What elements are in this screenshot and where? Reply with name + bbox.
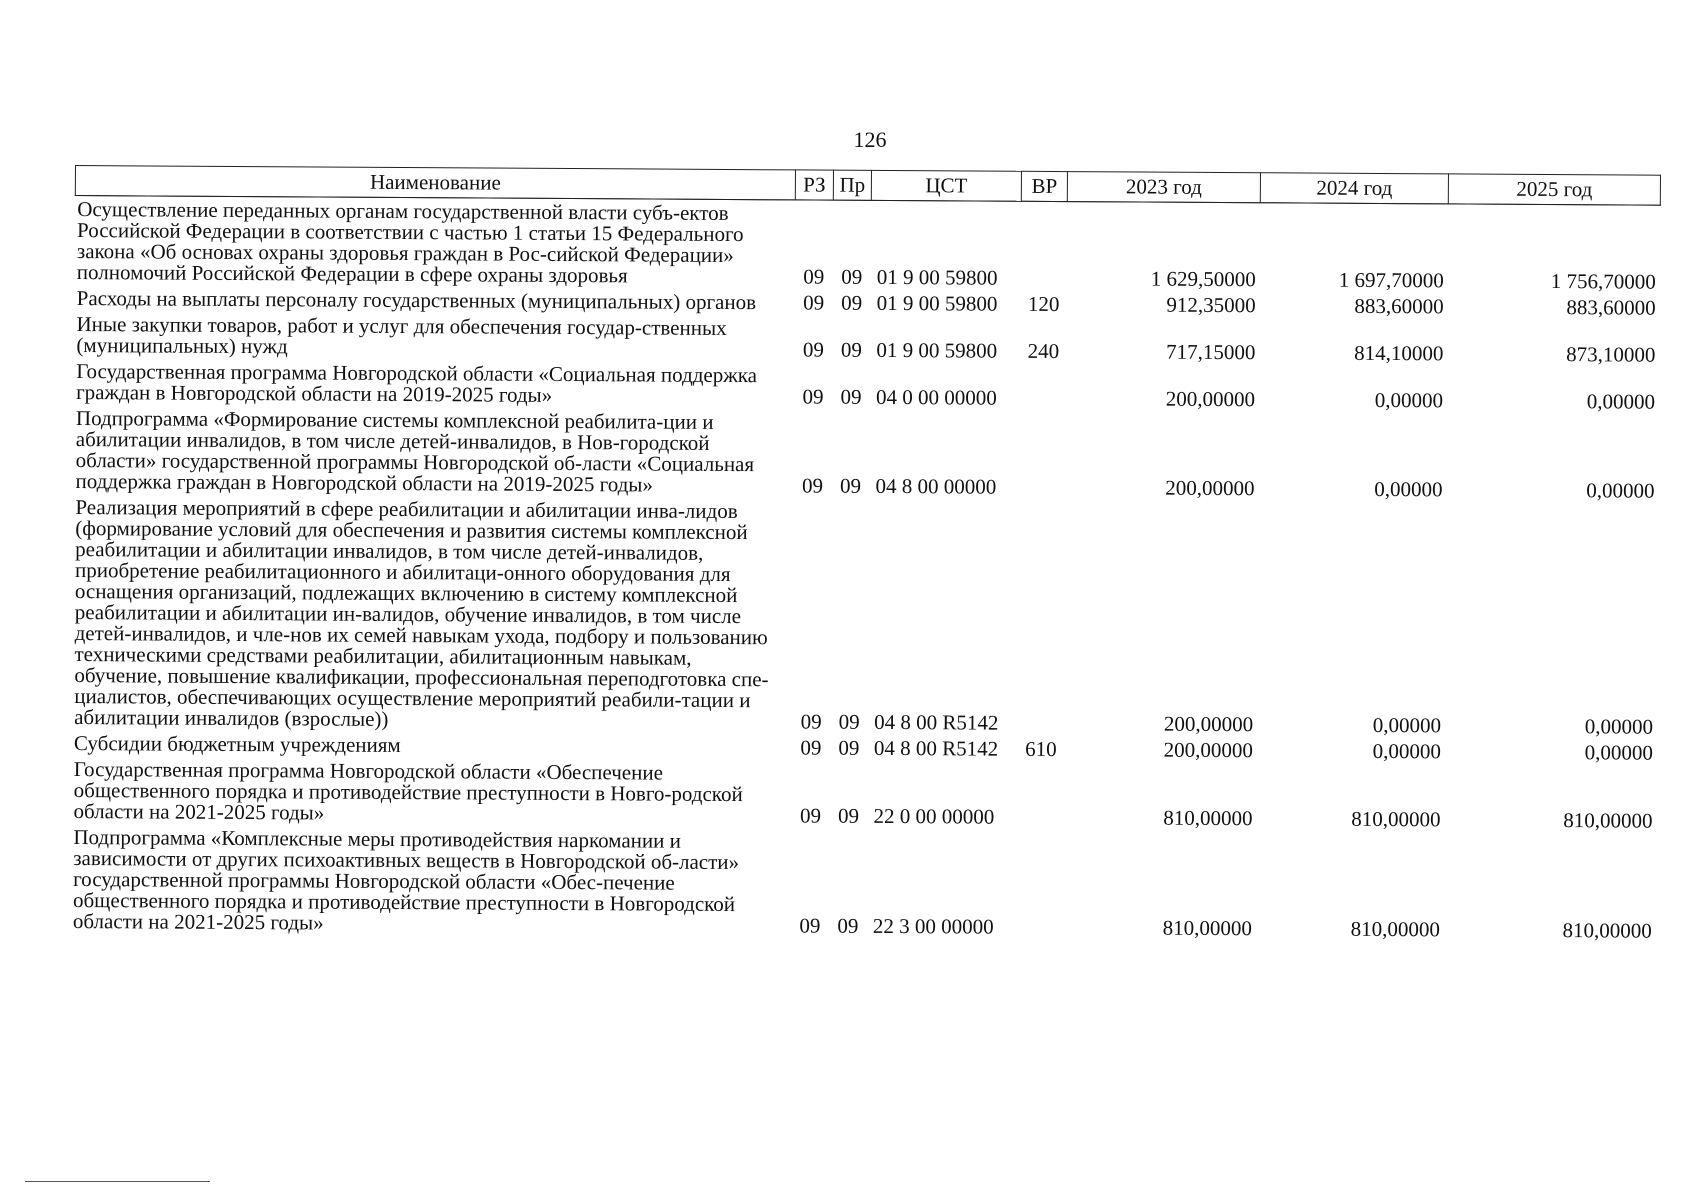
row-2024: 814,10000 [1354,340,1444,366]
table-row [71,756,1656,834]
header-2024: 2024 год [1260,173,1448,204]
row-2024: 0,00000 [1374,387,1444,413]
row-pr: 09 [841,290,863,315]
row-vr [1018,500,1065,736]
row-vr: 240 [1027,338,1060,364]
header-2023: 2023 год [1067,172,1260,203]
row-2025: 873,10000 [1566,342,1656,367]
row-name: Расходы на выплаты персоналу государственных (муниципальных) органов [76,286,757,315]
row-vr: 120 [1027,291,1060,317]
row-2025: 0,00000 [1586,478,1655,503]
header-pr: Пр [833,170,871,200]
row-rz: 09 [799,913,821,938]
row-cst: 01 9 00 59800 [876,290,998,316]
row-vr [1017,830,1064,940]
row-pr: 09 [839,473,862,498]
row-vr [1017,762,1063,830]
row-2025: 883,60000 [1566,295,1656,320]
row-2025: 810,00000 [1562,918,1652,943]
row-2023: 200,00000 [1163,737,1254,763]
row-cst: 04 8 00 R5142 [874,709,999,735]
row-pr: 09 [838,735,860,760]
row-name: Подпрограмма «Формирование системы комплексной реабилита-ции и абилитации инвалидов, в том числе детей-инвалидов, в Нов-городской области» государственной программы Новгородской об-ласти «Социальная поддержка граждан в Новгородской области на 2019-2025 годы» [75,406,755,497]
row-2024: 1 697,70000 [1338,267,1444,293]
row-2023: 810,00000 [1162,915,1252,941]
header-name: Наименование [75,166,795,200]
row-2024: 0,00000 [1372,712,1442,738]
header-vr: ВР [1021,171,1067,201]
row-2025: 1 756,70000 [1550,269,1656,294]
table-row [71,824,1657,944]
row-2023: 717,15000 [1166,339,1256,365]
row-cst: 22 3 00 00000 [872,913,994,939]
row-2023: 200,00000 [1165,386,1256,412]
row-2023: 810,00000 [1163,805,1253,831]
row-name: Иные закупки товаров, работ и услуг для обеспечения государ-ственных (муниципальных) нужд [76,312,727,359]
row-vr [1021,201,1068,291]
row-rz: 09 [802,337,824,362]
table-row [73,405,1659,504]
row-vr [1019,411,1066,500]
row-2024: 0,00000 [1374,476,1443,502]
row-pr: 09 [837,913,859,938]
header-rz: РЗ [795,170,833,200]
header-cst: ЦСТ [871,170,1021,201]
row-name: Реализация мероприятий в сфере реабилитации и абилитации инва-лидов (формирование условий для обеспечения и развития системы комплексной реабилитации и абилитации инвалидов, в том числе детей-инвалидов, приобретение реабилитационного и абилитаци-онного оборудования для оснащения организаций, подлежащих включению в систему комплексной реабилитации и абилитации ин-валидов, обучение инвалидов, в том числе детей-инвалидов, и чле-нов их семей навыкам ухода, подбору и пользованию техническими средствами реабилитации, абилитационным навыкам, обучение, повышение квалификации, профессиональная переподготовка спе-циалистов, обеспечивающих осуществление мероприятий реабили-тации и абилитации инвалидов (взрослые)) [74,495,769,731]
footer-rule [25,1181,210,1182]
row-pr: 09 [838,709,860,734]
row-rz: 09 [799,803,822,828]
row-cst: 22 0 00 00000 [873,803,995,829]
row-vr [1020,364,1066,411]
row-pr: 09 [840,384,862,409]
row-rz: 09 [800,735,822,760]
row-2025: 810,00000 [1563,808,1653,833]
page-number: 126 [853,127,887,152]
row-2023: 1 629,50000 [1150,266,1256,292]
row-2024: 810,00000 [1351,806,1441,832]
row-vr: 610 [1025,736,1057,762]
row-2023: 912,35000 [1166,292,1256,318]
row-name: Государственная программа Новгородской области «Социальная поддержка граждан в Новгородской области на 2019-2025 годы» [76,359,758,407]
row-name: Государственная программа Новгородской области «Обеспечение общественного порядка и противодействие преступности в Новго-родской области на 2021-2025 годы» [73,757,743,825]
row-pr: 09 [837,803,860,828]
row-rz: 09 [802,384,824,409]
row-name: Подпрограмма «Комплексные меры противодействия наркомании и зависимости от других психоактивных веществ в Новгородской об-ласти» государственной программы Новгородской области «Обес-печение общественного порядка и противодействие преступности в Новгородской области на 2021-2025 годы» [72,825,740,935]
row-pr: 09 [841,264,863,289]
table-row [75,196,1661,295]
row-2023: 200,00000 [1165,475,1255,501]
row-cst: 04 8 00 R5142 [873,735,999,761]
row-cst: 01 9 00 59800 [876,264,998,290]
row-name: Осуществление переданных органам государственной власти субъ-ектов Российской Федерации в соответствии с частью 1 статьи 15 Федерального закона «Об основах охраны здоровья граждан в Рос-сийской Федерации» полномочий Российской Федерации в сфере охраны здоровья [76,197,744,288]
row-name: Субсидии бюджетным учреждениям [73,731,401,758]
row-2025: 0,00000 [1584,714,1654,739]
row-rz: 09 [801,473,824,498]
header-2025: 2025 год [1448,174,1660,205]
table-row [72,494,1658,740]
row-2025: 0,00000 [1584,740,1654,765]
row-2024: 810,00000 [1350,916,1440,942]
row-pr: 09 [840,337,862,362]
row-2023: 200,00000 [1163,711,1254,737]
row-rz: 09 [803,290,825,315]
row-2024: 883,60000 [1354,293,1444,319]
row-cst: 04 8 00 00000 [875,473,997,499]
budget-table [70,165,1661,944]
row-2025: 0,00000 [1586,389,1656,414]
row-2024: 0,00000 [1372,738,1442,764]
row-rz: 09 [803,264,825,289]
row-cst: 04 0 00 00000 [876,384,997,410]
row-cst: 01 9 00 59800 [876,337,998,363]
row-rz: 09 [800,709,822,734]
